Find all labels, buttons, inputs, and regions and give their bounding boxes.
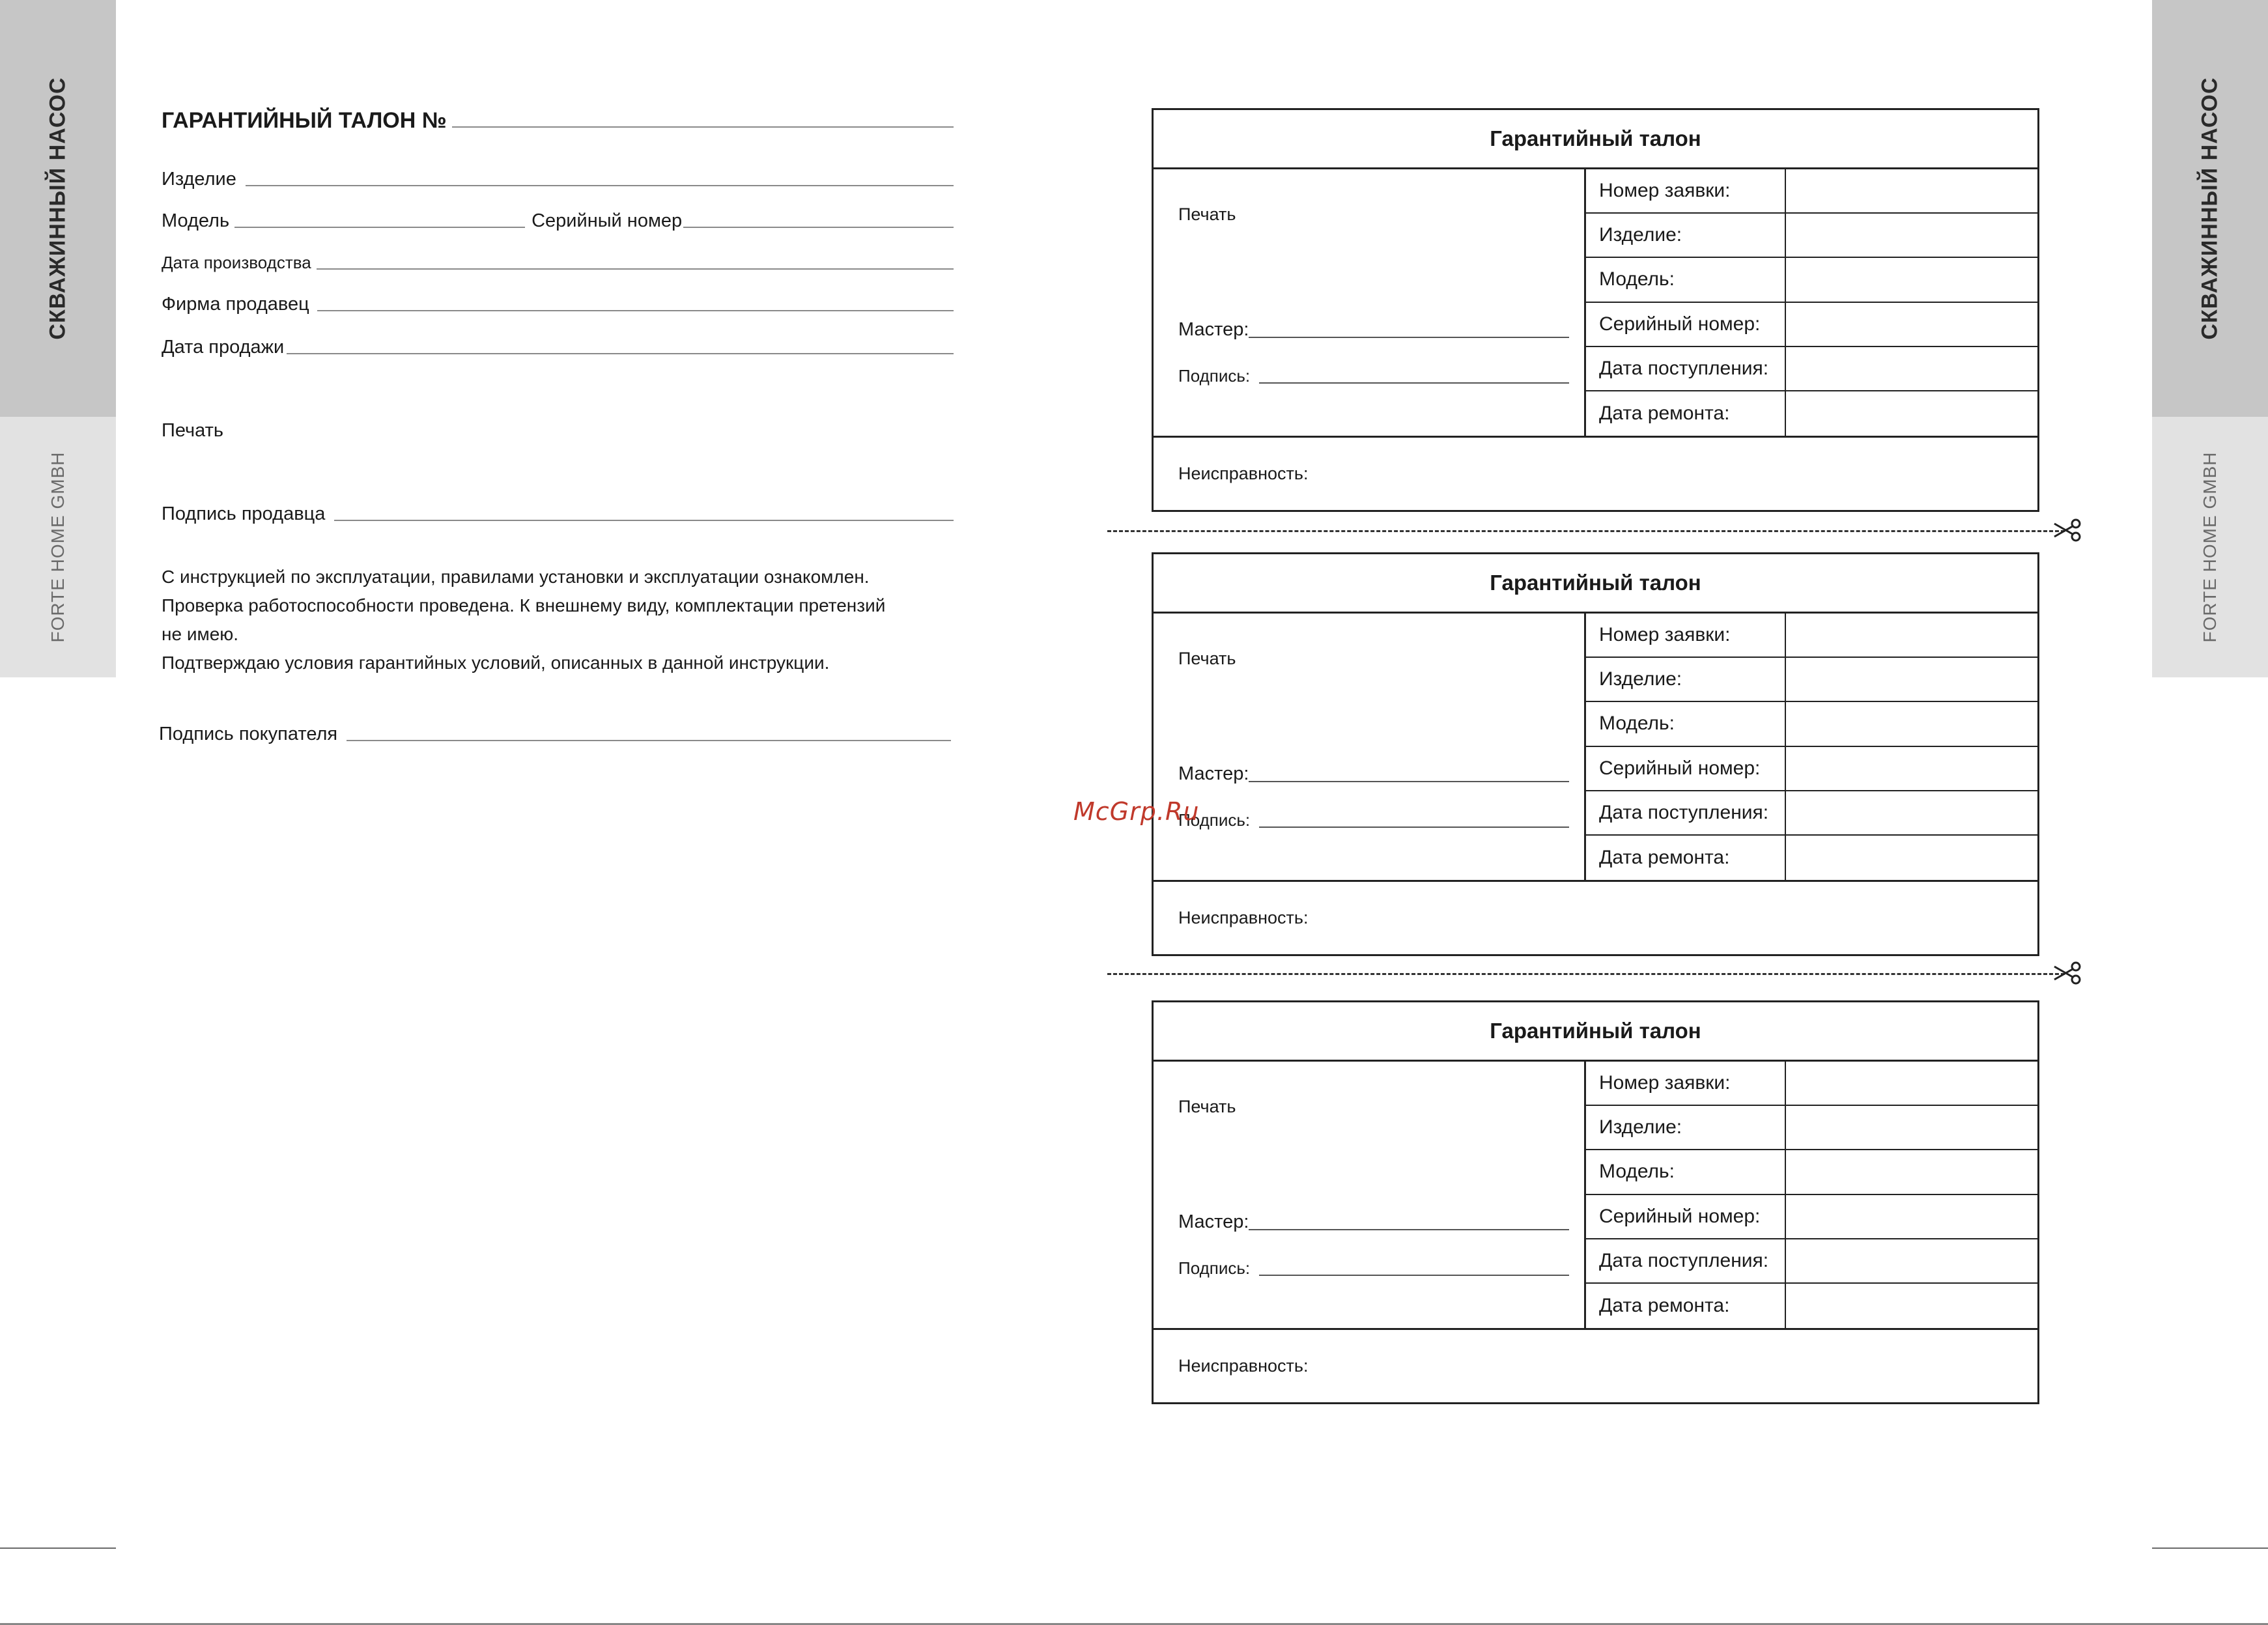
field-value-cell[interactable] [1786, 303, 2037, 346]
field-label: Номер заявки: [1586, 1062, 1786, 1105]
seller-firm-line[interactable] [317, 310, 954, 311]
ticket-master-label: Мастер: [1178, 763, 1249, 784]
warranty-ticket [1152, 552, 2039, 956]
scissors-icon [2053, 959, 2082, 987]
table-row [1586, 1239, 2037, 1284]
left-side-tab-title [0, 0, 116, 417]
side-brand-left: FORTE HOME GMBH [48, 451, 68, 643]
statement-line: не имею. [162, 624, 239, 644]
table-row [1586, 303, 2037, 347]
product-row [162, 168, 954, 190]
model-line[interactable] [234, 227, 525, 228]
field-value-cell[interactable] [1786, 258, 2037, 301]
ticket-signature-row [1178, 1258, 1569, 1279]
table-row [1586, 702, 2037, 746]
table-row [1586, 1195, 2037, 1239]
field-label: Дата ремонта: [1586, 836, 1786, 880]
field-value-cell[interactable] [1786, 1062, 2037, 1105]
field-value-cell[interactable] [1786, 1239, 2037, 1282]
field-value-cell[interactable] [1786, 747, 2037, 790]
seller-signature-row [162, 503, 954, 525]
table-row [1586, 169, 2037, 214]
field-value-cell[interactable] [1786, 658, 2037, 701]
field-label: Дата поступления: [1586, 347, 1786, 390]
table-row [1586, 1106, 2037, 1150]
manufacture-date-line[interactable] [317, 268, 954, 270]
table-row [1586, 214, 2037, 258]
seller-signature-line[interactable] [334, 520, 954, 521]
ticket-signature-line[interactable] [1259, 1275, 1569, 1276]
ticket-master-line[interactable] [1249, 337, 1569, 338]
ticket-stamp-label: Печать [1178, 649, 1236, 668]
sale-date-line[interactable] [287, 353, 954, 354]
field-label: Номер заявки: [1586, 169, 1786, 212]
field-value-cell[interactable] [1786, 1150, 2037, 1193]
field-value-cell[interactable] [1786, 702, 2037, 745]
ticket-left-panel [1154, 169, 1586, 436]
cut-line-dashed [1107, 973, 2065, 975]
seller-firm-row [162, 293, 954, 315]
field-value-cell[interactable] [1786, 169, 2037, 212]
field-label: Дата поступления: [1586, 1239, 1786, 1282]
buyer-signature-row [159, 723, 951, 745]
table-row [1586, 614, 2037, 658]
sale-date-label: Дата продажи [162, 337, 285, 358]
field-label: Модель: [1586, 702, 1786, 745]
bottom-rule-left [0, 1547, 116, 1549]
statement-line: Подтверждаю условия гарантийных условий, описанных в данной инструкции. [162, 653, 830, 673]
manufacture-date-label: Дата производства [162, 253, 311, 272]
ticket-left-panel [1154, 614, 1586, 880]
field-value-cell[interactable] [1786, 1195, 2037, 1238]
ticket-fault-row[interactable] [1154, 436, 2037, 510]
ticket-fields-table [1586, 614, 2037, 880]
statement-line: С инструкцией по эксплуатации, правилами установки и эксплуатации ознакомлен. [162, 567, 870, 587]
ticket-fields-table [1586, 169, 2037, 436]
ticket-master-label: Мастер: [1178, 1211, 1249, 1232]
table-row [1586, 391, 2037, 436]
field-label: Дата поступления: [1586, 791, 1786, 834]
ticket-signature-line[interactable] [1259, 827, 1569, 828]
field-value-cell[interactable] [1786, 1106, 2037, 1149]
field-label: Изделие: [1586, 658, 1786, 701]
ticket-fault-label: Неисправность: [1178, 1356, 1309, 1376]
ticket-master-row [1178, 319, 1569, 341]
left-side-tab-brand [0, 417, 116, 677]
field-label: Модель: [1586, 1150, 1786, 1193]
field-value-cell[interactable] [1786, 347, 2037, 390]
right-side-tab-title [2152, 0, 2268, 417]
table-row [1586, 836, 2037, 880]
ticket-fault-label: Неисправность: [1178, 908, 1309, 927]
ticket-stamp-label: Печать [1178, 205, 1236, 224]
field-label: Серийный номер: [1586, 303, 1786, 346]
ticket-fault-row[interactable] [1154, 1328, 2037, 1402]
field-value-cell[interactable] [1786, 836, 2037, 880]
seller-firm-label: Фирма продавец [162, 294, 309, 315]
ticket-master-row [1178, 763, 1569, 785]
ticket-left-panel [1154, 1062, 1586, 1328]
ticket-master-label: Мастер: [1178, 319, 1249, 340]
serial-label: Серийный номер [532, 210, 683, 231]
buyer-signature-line[interactable] [347, 740, 951, 741]
ticket-master-line[interactable] [1249, 781, 1569, 782]
scissors-icon [2053, 516, 2082, 544]
table-row [1586, 1062, 2037, 1106]
ticket-signature-label: Подпись: [1178, 810, 1251, 830]
ticket-title: Гарантийный талон [1154, 1002, 2037, 1062]
field-label: Дата ремонта: [1586, 391, 1786, 436]
field-label: Модель: [1586, 258, 1786, 301]
ticket-title: Гарантийный талон [1154, 554, 2037, 614]
watermark-text: McGrp.Ru [1073, 797, 1200, 826]
field-label: Изделие: [1586, 1106, 1786, 1149]
model-serial-row [162, 210, 954, 232]
form-title-row [162, 109, 954, 132]
form-number-line[interactable] [452, 126, 954, 128]
field-label: Серийный номер: [1586, 747, 1786, 790]
statement-line: Проверка работоспособности проведена. К внешнему виду, комплектации претензий [162, 595, 886, 615]
field-label: Изделие: [1586, 214, 1786, 257]
warranty-form [159, 0, 954, 782]
seller-signature-label: Подпись продавца [162, 503, 326, 524]
ticket-title: Гарантийный талон [1154, 110, 2037, 169]
ticket-stamp-label: Печать [1178, 1097, 1236, 1116]
manufacture-date-row [162, 251, 954, 274]
ticket-master-row [1178, 1211, 1569, 1233]
ticket-signature-row [1178, 810, 1569, 830]
ticket-signature-line[interactable] [1259, 382, 1569, 384]
side-title-left: СКВАЖИННЫЙ НАСОС [45, 77, 70, 340]
stamp-row [162, 419, 954, 442]
table-row [1586, 258, 2037, 302]
field-value-cell[interactable] [1786, 214, 2037, 257]
field-label: Дата ремонта: [1586, 1284, 1786, 1328]
field-label: Номер заявки: [1586, 614, 1786, 657]
table-row [1586, 791, 2037, 836]
field-value-cell[interactable] [1786, 791, 2037, 834]
ticket-signature-row [1178, 366, 1569, 386]
table-row [1586, 347, 2037, 391]
ticket-master-line[interactable] [1249, 1229, 1569, 1230]
field-value-cell[interactable] [1786, 614, 2037, 657]
warranty-ticket [1152, 108, 2039, 512]
field-label: Серийный номер: [1586, 1195, 1786, 1238]
buyer-signature-label: Подпись покупателя [159, 724, 338, 744]
model-label: Модель [162, 210, 230, 231]
table-row [1586, 747, 2037, 791]
ticket-signature-label: Подпись: [1178, 366, 1251, 386]
cut-line-dashed [1107, 530, 2065, 532]
sale-date-row [162, 336, 954, 358]
statement-text [162, 563, 954, 677]
product-label: Изделие [162, 169, 236, 190]
ticket-signature-label: Подпись: [1178, 1258, 1251, 1278]
product-line[interactable] [246, 185, 954, 186]
ticket-fault-row[interactable] [1154, 880, 2037, 954]
form-title: ГАРАНТИЙНЫЙ ТАЛОН № [162, 108, 447, 133]
bottom-rule-right [2152, 1547, 2268, 1549]
table-row [1586, 1284, 2037, 1328]
stamp-label: Печать [162, 420, 224, 441]
ticket-fields-table [1586, 1062, 2037, 1328]
right-side-tab-brand [2152, 417, 2268, 677]
field-value-cell[interactable] [1786, 391, 2037, 436]
field-value-cell[interactable] [1786, 1284, 2037, 1328]
table-row [1586, 1150, 2037, 1194]
serial-line[interactable] [683, 227, 954, 228]
side-brand-right: FORTE HOME GMBH [2200, 451, 2220, 643]
table-row [1586, 658, 2037, 702]
side-title-right: СКВАЖИННЫЙ НАСОС [2197, 77, 2222, 340]
ticket-fault-label: Неисправность: [1178, 464, 1309, 483]
warranty-ticket [1152, 1000, 2039, 1404]
